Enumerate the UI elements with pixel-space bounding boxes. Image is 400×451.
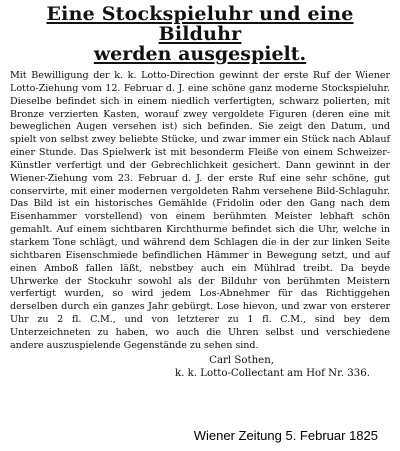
- signer-name: Carl Sothen,: [209, 354, 274, 366]
- article-body: [10, 70, 390, 353]
- article-paragraph: Mit Bewilligung der k. k. Lotto-Direction gewinnt der erste Ruf der Wiener Lotto-Ziehung vom 12. Februar d. J. eine schöne ganz moderne Stockspieluhr. Dieselbe befindet sich in einem niedlich verfertigten, schwarz polierten, mit Bronze verzierten Kasten, worauf zwey vergoldete Figuren (deren eine mit beweglichen Augen versehen ist) sich befinden. Sie zeigt den Datum, und spielt von selbst zwey beliebte Stücke, und zwar immer ein Stück nach Ablauf einer Stunde. Das Spielwerk ist mit besonderm Fleiße von einem Schweizer-Künstler verfertigt und der Gebrechlichkeit gesichert. Dann gewinnt in der Wiener-Ziehung vom 23. Februar d. J. der erste Ruf eine sehr schöne, gut conservirte, mit einer modernen vergoldeten Rahm versehene Bild-Schlaguhr. Das Bild ist ein historisches Gemählde (Fridolin oder den Gang nach dem Eisenhammer vorstellend) von einem berühmten Meister lebhaft schön gemahlt. Auf einem sichtbaren Kirchthurme befindet sich die Uhr, welche in starkem Tone schlägt, und während dem Schlagen die in der zur linken Seite sichtbaren Eisenschmiede befindlichen Hämmer in Bewegung setzt, und auf einen Amboß fallen läßt, nebstbey auch ein Mühlrad treibt. Da beyde Uhrwerke der Stockuhr sowohl als der Bilduhr von berühmten Meistern verfertigt wurden, so wird jedem Los-Abnehmer für das Richtiggehen derselben durch ein ganzes Jahr gebürgt. Lose hievon, und zwar von ersterer Uhr zu 2 fl. C.M., und von letzterer zu 1 fl. C.M., sind bey dem Unterzeichneten zu haben, wo auch die Uhren selbst und verschiedene andere auszuspielende Gegenstände zu sehen sind.: [10, 70, 390, 351]
- signature-block: [10, 354, 390, 414]
- signer-title: k. k. Lotto-Collectant am Hof Nr. 336.: [174, 367, 370, 379]
- headline-line-2: werden ausgespielt.: [93, 43, 307, 65]
- headline-line-1: Eine Stockspieluhr und eine Bilduhr: [46, 3, 354, 45]
- source-caption: Wiener Zeitung 5. Februar 1825: [193, 428, 378, 443]
